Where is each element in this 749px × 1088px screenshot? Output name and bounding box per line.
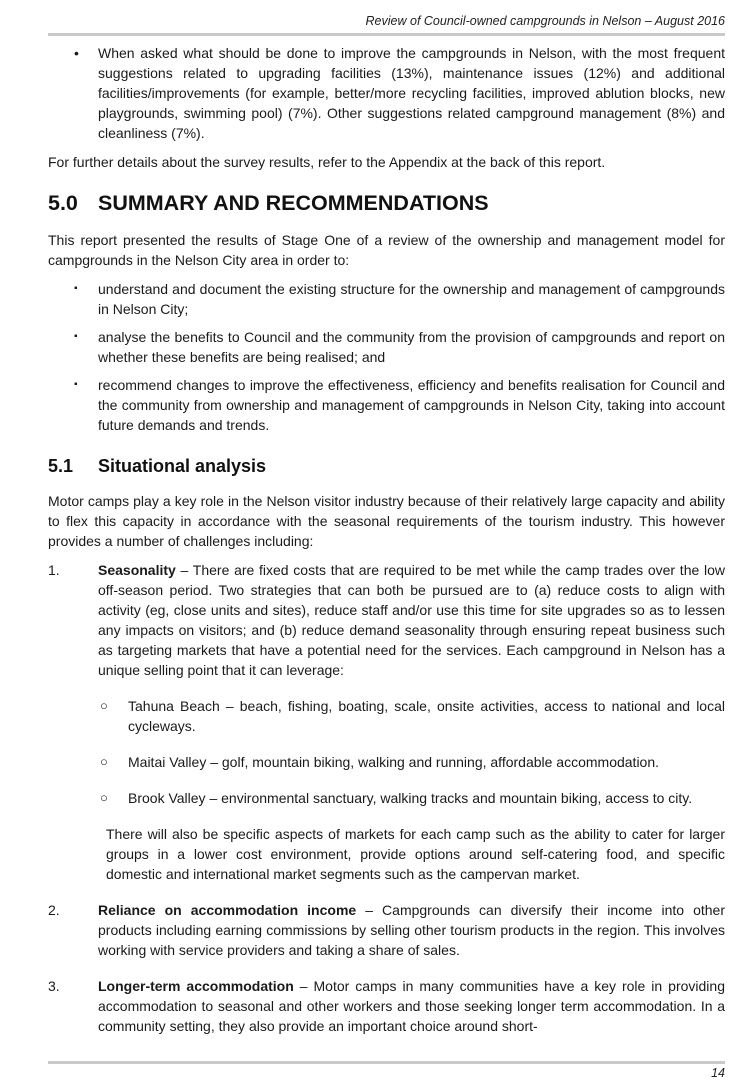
- list-item: [98, 752, 725, 772]
- header-rule: [48, 33, 725, 36]
- bullet-icon: ▪: [74, 379, 78, 390]
- item-heading: Longer-term accommodation: [98, 978, 294, 994]
- campground-maitai: Maitai Valley – golf, mountain biking, walking and running, affordable accommodation.: [128, 754, 660, 770]
- list-item: [48, 375, 725, 435]
- section-number: 5.1: [48, 456, 74, 476]
- markets-note: There will also be specific aspects of markets for each camp such as the ability to cater for larger groups in a lower cost environment, provide options around self-catering food, and specific domestic and international market segments such as the campervan market.: [106, 826, 725, 882]
- numbered-item-seasonality: [48, 560, 725, 680]
- numbered-item-income: [48, 900, 725, 960]
- item-number: 3.: [48, 978, 60, 994]
- footer-rule: [48, 1061, 725, 1064]
- page-content: [48, 43, 725, 1036]
- section-title: Situational analysis: [98, 456, 267, 476]
- item-text: – Campgrounds can diversify their income into other products including earning commissions by selling other tourism products in the region. This involves working with service providers and taking a share of sales.: [98, 902, 725, 958]
- further-details-paragraph: For further details about the survey results, refer to the Appendix at the back of this report.: [48, 154, 606, 170]
- circle-bullet-icon: ○: [100, 698, 108, 713]
- campground-brook: Brook Valley – environmental sanctuary, walking tracks and mountain biking, access to city.: [128, 790, 693, 806]
- list-item-text: understand and document the existing structure for the ownership and management of campgrounds in Nelson City;: [98, 281, 725, 317]
- item-heading: Reliance on accommodation income: [98, 902, 357, 918]
- section-heading-5-1: [48, 455, 725, 477]
- list-item: [48, 327, 725, 367]
- section-title: SUMMARY AND RECOMMENDATIONS: [98, 191, 489, 215]
- numbered-item-longer-term: [48, 976, 725, 1036]
- circle-bullet-icon: ○: [100, 790, 108, 805]
- campground-tahuna: Tahuna Beach – beach, fishing, boating, scale, onsite activities, access to national and local cycleways.: [128, 698, 725, 734]
- item-number: 2.: [48, 902, 60, 918]
- circle-bullet-icon: ○: [100, 754, 108, 769]
- campground-list: [48, 696, 725, 808]
- bullet-icon: ▪: [74, 283, 78, 294]
- section-number: 5.0: [48, 191, 78, 215]
- section-heading-5: [48, 190, 725, 216]
- item-text: – There are fixed costs that are required to be met while the camp trades over the low off-season period. Two strategies that can both be pursued are to (a) reduce costs to align with activity (eg, close units and sites), reduce staff and/or use this time for site upgrades so as to lessen any impacts on visitors; and (b) reduce demand seasonality through ensuring repeat business such as targeting markets that have a potential need for the services. Each campground in Nelson has a unique selling point that it can leverage:: [98, 562, 725, 678]
- survey-bullet-text: When asked what should be done to improve the campgrounds in Nelson, with the most frequent suggestions related to upgrading facilities (13%), maintenance issues (12%) and additional facilities/improvements (for example, better/more recycling facilities, improved ablution blocks, new playgrounds, swimming pool) (7%). Other suggestions related campground management (8%) and cleanliness (7%).: [98, 45, 725, 141]
- list-item: [48, 279, 725, 319]
- list-item-text: recommend changes to improve the effectiveness, efficiency and benefits realisation for Council and the community from ownership and management of campgrounds in Nelson City, taking into account future demands and trends.: [98, 377, 725, 433]
- item-heading: Seasonality: [98, 562, 176, 578]
- bullet-icon: ▪: [74, 331, 78, 342]
- list-item: [98, 696, 725, 736]
- list-item-text: analyse the benefits to Council and the community from the provision of campgrounds and report on whether these benefits are being realised; and: [98, 329, 725, 365]
- section5-intro: This report presented the results of Stage One of a review of the ownership and management model for campgrounds in the Nelson City area in order to:: [48, 232, 725, 268]
- item-text: – Motor camps in many communities have a key role in providing accommodation to seasonal and other workers and those seeking longer term accommodation. In a community setting, they also provide an important choice around short-: [98, 978, 725, 1034]
- bullet-icon: •: [74, 45, 79, 61]
- survey-bullet: [48, 43, 725, 143]
- item-number: 1.: [48, 562, 60, 578]
- section51-intro: Motor camps play a key role in the Nelson visitor industry because of their relatively large capacity and ability to flex this capacity in accordance with the seasonal requirements of the tourism industry. This however provides a number of challenges including:: [48, 493, 725, 549]
- list-item: [98, 788, 725, 808]
- page-number: 14: [711, 1066, 725, 1080]
- running-header: Review of Council-owned campgrounds in Nelson – August 2016: [365, 14, 725, 28]
